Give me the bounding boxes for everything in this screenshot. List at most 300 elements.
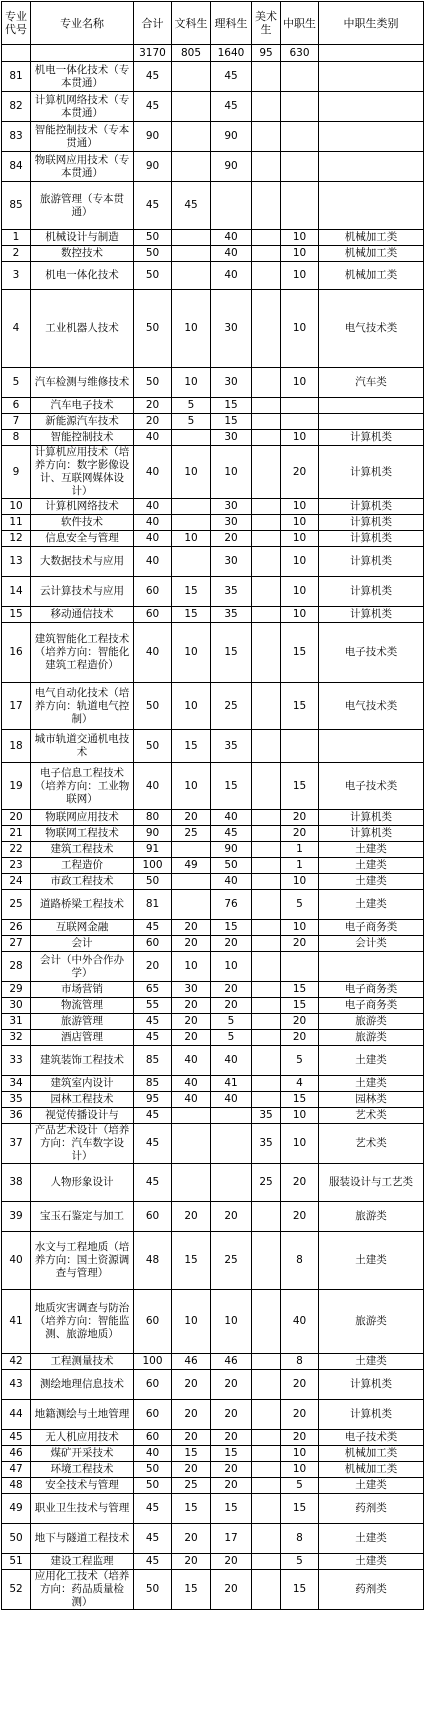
cell-vocational-category: 土建类	[319, 890, 424, 920]
cell-vocational	[281, 414, 319, 430]
table-row	[2, 1446, 424, 1462]
cell-science: 90	[211, 842, 252, 858]
cell-vocational: 20	[281, 936, 319, 952]
cell-total: 90	[134, 826, 172, 842]
cell-fine-arts	[252, 230, 281, 246]
cell-arts: 5	[172, 398, 211, 414]
cell-total: 60	[134, 1370, 172, 1400]
cell-science: 40	[211, 262, 252, 290]
cell-total: 65	[134, 982, 172, 998]
cell-science: 41	[211, 1076, 252, 1092]
cell-name: 园林工程技术	[31, 1092, 134, 1108]
cell-fine-arts: 35	[252, 1124, 281, 1164]
cell-code: 31	[2, 1014, 31, 1030]
cell-vocational	[281, 62, 319, 92]
table-row	[2, 1554, 424, 1570]
cell-vocational: 10	[281, 577, 319, 607]
cell-arts	[172, 430, 211, 446]
cell-total: 45	[134, 1108, 172, 1124]
cell-code: 36	[2, 1108, 31, 1124]
totals-arts: 805	[172, 45, 211, 62]
cell-name: 计算机网络技术	[31, 499, 134, 515]
cell-fine-arts	[252, 936, 281, 952]
cell-vocational: 15	[281, 1494, 319, 1524]
cell-total: 50	[134, 368, 172, 398]
cell-total: 50	[134, 246, 172, 262]
cell-vocational-category: 计算机类	[319, 826, 424, 842]
cell-vocational-category: 计算机类	[319, 531, 424, 547]
cell-vocational: 1	[281, 858, 319, 874]
cell-arts: 10	[172, 368, 211, 398]
cell-vocational-category: 旅游类	[319, 1202, 424, 1232]
cell-arts: 15	[172, 1232, 211, 1290]
cell-total: 20	[134, 414, 172, 430]
cell-vocational-category: 土建类	[319, 842, 424, 858]
cell-total: 45	[134, 1124, 172, 1164]
cell-code: 29	[2, 982, 31, 998]
cell-arts	[172, 1164, 211, 1202]
cell-code: 82	[2, 92, 31, 122]
cell-vocational: 5	[281, 1478, 319, 1494]
cell-code: 8	[2, 430, 31, 446]
cell-total: 60	[134, 1400, 172, 1430]
cell-total: 45	[134, 1554, 172, 1570]
cell-code: 1	[2, 230, 31, 246]
cell-vocational: 5	[281, 1046, 319, 1076]
cell-arts: 15	[172, 1570, 211, 1610]
cell-science: 46	[211, 1354, 252, 1370]
cell-total: 81	[134, 890, 172, 920]
cell-code: 51	[2, 1554, 31, 1570]
cell-science: 35	[211, 577, 252, 607]
cell-vocational-category: 机械加工类	[319, 246, 424, 262]
cell-arts: 49	[172, 858, 211, 874]
cell-vocational: 20	[281, 446, 319, 499]
table-row	[2, 1202, 424, 1232]
cell-total: 60	[134, 1290, 172, 1354]
cell-science: 15	[211, 623, 252, 683]
cell-code: 52	[2, 1570, 31, 1610]
cell-fine-arts	[252, 890, 281, 920]
cell-total: 45	[134, 1014, 172, 1030]
cell-fine-arts	[252, 607, 281, 623]
cell-code: 33	[2, 1046, 31, 1076]
cell-total: 85	[134, 1076, 172, 1092]
cell-vocational: 15	[281, 1570, 319, 1610]
cell-arts	[172, 246, 211, 262]
cell-arts	[172, 262, 211, 290]
cell-science: 30	[211, 290, 252, 368]
cell-code: 10	[2, 499, 31, 515]
cell-vocational-category: 汽车类	[319, 368, 424, 398]
cell-vocational-category: 土建类	[319, 1046, 424, 1076]
table-row	[2, 1524, 424, 1554]
header-code: 专业代号	[2, 2, 31, 45]
cell-total: 45	[134, 1030, 172, 1046]
cell-code: 27	[2, 936, 31, 952]
cell-fine-arts	[252, 1290, 281, 1354]
cell-vocational: 20	[281, 826, 319, 842]
cell-arts: 20	[172, 1400, 211, 1430]
cell-fine-arts	[252, 920, 281, 936]
cell-science: 20	[211, 936, 252, 952]
cell-science: 10	[211, 952, 252, 982]
cell-science: 15	[211, 763, 252, 810]
cell-arts	[172, 230, 211, 246]
cell-code: 11	[2, 515, 31, 531]
cell-total: 91	[134, 842, 172, 858]
table-row	[2, 982, 424, 998]
table-row	[2, 998, 424, 1014]
cell-name: 会计（中外合作办学）	[31, 952, 134, 982]
cell-vocational: 10	[281, 1124, 319, 1164]
cell-name: 机械设计与制造	[31, 230, 134, 246]
cell-name: 智能控制技术	[31, 430, 134, 446]
cell-vocational: 5	[281, 890, 319, 920]
cell-name: 无人机应用技术	[31, 1430, 134, 1446]
cell-arts: 20	[172, 1370, 211, 1400]
cell-vocational: 4	[281, 1076, 319, 1092]
cell-code: 46	[2, 1446, 31, 1462]
cell-fine-arts	[252, 1524, 281, 1554]
table-row	[2, 730, 424, 763]
cell-vocational: 10	[281, 515, 319, 531]
cell-fine-arts	[252, 368, 281, 398]
cell-fine-arts	[252, 92, 281, 122]
cell-science: 10	[211, 1290, 252, 1354]
cell-vocational: 10	[281, 246, 319, 262]
table-row	[2, 623, 424, 683]
cell-fine-arts	[252, 414, 281, 430]
cell-code: 20	[2, 810, 31, 826]
cell-name: 新能源汽车技术	[31, 414, 134, 430]
cell-arts: 46	[172, 1354, 211, 1370]
cell-vocational-category: 机械加工类	[319, 262, 424, 290]
cell-code: 4	[2, 290, 31, 368]
cell-total: 40	[134, 623, 172, 683]
table-row	[2, 1046, 424, 1076]
cell-fine-arts	[252, 1554, 281, 1570]
cell-vocational: 8	[281, 1232, 319, 1290]
cell-fine-arts	[252, 1076, 281, 1092]
cell-arts: 25	[172, 826, 211, 842]
table-row	[2, 246, 424, 262]
cell-vocational-category: 计算机类	[319, 810, 424, 826]
table-row	[2, 842, 424, 858]
cell-arts	[172, 1108, 211, 1124]
cell-vocational-category: 土建类	[319, 1232, 424, 1290]
cell-vocational-category: 园林类	[319, 1092, 424, 1108]
cell-vocational-category: 计算机类	[319, 607, 424, 623]
cell-total: 40	[134, 430, 172, 446]
cell-fine-arts	[252, 1046, 281, 1076]
cell-vocational-category: 旅游类	[319, 1014, 424, 1030]
cell-code: 38	[2, 1164, 31, 1202]
cell-science: 20	[211, 531, 252, 547]
cell-vocational: 10	[281, 874, 319, 890]
totals-fine-arts: 95	[252, 45, 281, 62]
cell-vocational: 15	[281, 763, 319, 810]
cell-science: 45	[211, 92, 252, 122]
cell-fine-arts	[252, 858, 281, 874]
header-total: 合计	[134, 2, 172, 45]
cell-vocational: 10	[281, 290, 319, 368]
cell-vocational-category: 土建类	[319, 858, 424, 874]
cell-code: 45	[2, 1430, 31, 1446]
table-row	[2, 936, 424, 952]
cell-name: 应用化工技术（培养方向：药品质量检测）	[31, 1570, 134, 1610]
cell-total: 40	[134, 531, 172, 547]
cell-total: 90	[134, 152, 172, 182]
cell-vocational: 20	[281, 1202, 319, 1232]
cell-name: 地下与隧道工程技术	[31, 1524, 134, 1554]
cell-vocational: 20	[281, 1014, 319, 1030]
cell-code: 48	[2, 1478, 31, 1494]
cell-fine-arts	[252, 290, 281, 368]
cell-fine-arts	[252, 1014, 281, 1030]
cell-science: 25	[211, 683, 252, 730]
cell-arts: 10	[172, 623, 211, 683]
cell-science: 50	[211, 858, 252, 874]
cell-vocational-category: 计算机类	[319, 430, 424, 446]
cell-arts: 10	[172, 446, 211, 499]
cell-science: 20	[211, 1202, 252, 1232]
cell-name: 安全技术与管理	[31, 1478, 134, 1494]
cell-arts: 15	[172, 1494, 211, 1524]
header-science: 理科生	[211, 2, 252, 45]
cell-vocational-category	[319, 152, 424, 182]
cell-arts: 5	[172, 414, 211, 430]
cell-vocational-category: 电气技术类	[319, 290, 424, 368]
cell-arts: 20	[172, 920, 211, 936]
cell-fine-arts	[252, 683, 281, 730]
cell-science: 30	[211, 547, 252, 577]
cell-total: 60	[134, 577, 172, 607]
cell-vocational-category: 计算机类	[319, 499, 424, 515]
cell-vocational: 10	[281, 1446, 319, 1462]
table-row	[2, 499, 424, 515]
table-row	[2, 1164, 424, 1202]
cell-science: 40	[211, 874, 252, 890]
cell-science	[211, 1124, 252, 1164]
cell-science: 15	[211, 414, 252, 430]
cell-total: 95	[134, 1092, 172, 1108]
table-row	[2, 446, 424, 499]
cell-vocational-category: 艺术类	[319, 1124, 424, 1164]
enrollment-plan-table	[1, 1, 424, 1610]
cell-vocational: 10	[281, 430, 319, 446]
cell-vocational: 10	[281, 1462, 319, 1478]
cell-name: 道路桥梁工程技术	[31, 890, 134, 920]
cell-code: 40	[2, 1232, 31, 1290]
cell-total: 100	[134, 1354, 172, 1370]
cell-total: 50	[134, 290, 172, 368]
cell-total: 50	[134, 262, 172, 290]
cell-science: 17	[211, 1524, 252, 1554]
cell-name: 大数据技术与应用	[31, 547, 134, 577]
cell-vocational-category: 机械加工类	[319, 1446, 424, 1462]
cell-code: 44	[2, 1400, 31, 1430]
cell-science: 40	[211, 1092, 252, 1108]
cell-vocational-category: 药剂类	[319, 1494, 424, 1524]
table-row	[2, 1570, 424, 1610]
cell-science: 45	[211, 826, 252, 842]
cell-code: 49	[2, 1494, 31, 1524]
cell-arts: 40	[172, 1076, 211, 1092]
cell-vocational-category: 机械加工类	[319, 1462, 424, 1478]
cell-name: 城市轨道交通机电技术	[31, 730, 134, 763]
cell-fine-arts	[252, 446, 281, 499]
cell-fine-arts	[252, 515, 281, 531]
cell-code: 85	[2, 182, 31, 230]
cell-science	[211, 182, 252, 230]
cell-science: 5	[211, 1030, 252, 1046]
cell-science: 90	[211, 152, 252, 182]
cell-science: 40	[211, 246, 252, 262]
cell-vocational: 10	[281, 1108, 319, 1124]
cell-vocational-category	[319, 62, 424, 92]
cell-vocational-category: 计算机类	[319, 577, 424, 607]
cell-vocational-category: 电子商务类	[319, 920, 424, 936]
cell-name: 物联网工程技术	[31, 826, 134, 842]
cell-vocational: 20	[281, 1370, 319, 1400]
cell-fine-arts	[252, 1494, 281, 1524]
cell-science: 30	[211, 430, 252, 446]
cell-arts	[172, 1124, 211, 1164]
cell-code: 2	[2, 246, 31, 262]
cell-code: 32	[2, 1030, 31, 1046]
table-row	[2, 122, 424, 152]
cell-science: 15	[211, 398, 252, 414]
cell-arts: 30	[172, 982, 211, 998]
table-row	[2, 1478, 424, 1494]
cell-vocational-category: 计算机类	[319, 1370, 424, 1400]
cell-fine-arts	[252, 982, 281, 998]
cell-code: 84	[2, 152, 31, 182]
table-row	[2, 430, 424, 446]
cell-vocational	[281, 152, 319, 182]
cell-name: 工业机器人技术	[31, 290, 134, 368]
cell-vocational: 15	[281, 982, 319, 998]
table-row	[2, 952, 424, 982]
table-row	[2, 683, 424, 730]
cell-fine-arts	[252, 763, 281, 810]
cell-vocational: 15	[281, 1092, 319, 1108]
table-row	[2, 1076, 424, 1092]
cell-total: 45	[134, 1164, 172, 1202]
cell-total: 50	[134, 1570, 172, 1610]
cell-total: 40	[134, 515, 172, 531]
cell-total: 45	[134, 62, 172, 92]
cell-arts: 45	[172, 182, 211, 230]
cell-total: 50	[134, 1462, 172, 1478]
cell-science: 20	[211, 1570, 252, 1610]
cell-name: 智能控制技术（专本贯通）	[31, 122, 134, 152]
cell-total: 100	[134, 858, 172, 874]
cell-total: 90	[134, 122, 172, 152]
cell-name: 建筑装饰工程技术	[31, 1046, 134, 1076]
cell-total: 40	[134, 763, 172, 810]
cell-fine-arts	[252, 998, 281, 1014]
totals-name	[31, 45, 134, 62]
cell-fine-arts	[252, 547, 281, 577]
cell-science: 40	[211, 230, 252, 246]
cell-fine-arts	[252, 577, 281, 607]
table-row	[2, 1400, 424, 1430]
cell-arts	[172, 152, 211, 182]
cell-vocational-category: 药剂类	[319, 1570, 424, 1610]
cell-fine-arts	[252, 1478, 281, 1494]
cell-arts	[172, 842, 211, 858]
cell-vocational: 10	[281, 607, 319, 623]
cell-science: 20	[211, 1370, 252, 1400]
table-row	[2, 890, 424, 920]
cell-science: 20	[211, 1554, 252, 1570]
cell-name: 市场营销	[31, 982, 134, 998]
cell-code: 14	[2, 577, 31, 607]
cell-name: 建筑室内设计	[31, 1076, 134, 1092]
cell-science: 20	[211, 1400, 252, 1430]
cell-arts	[172, 122, 211, 152]
cell-name: 市政工程技术	[31, 874, 134, 890]
table-row	[2, 182, 424, 230]
cell-fine-arts	[252, 952, 281, 982]
cell-code: 18	[2, 730, 31, 763]
cell-vocational-category	[319, 398, 424, 414]
cell-vocational	[281, 730, 319, 763]
cell-science: 20	[211, 982, 252, 998]
cell-name: 视觉传播设计与	[31, 1108, 134, 1124]
cell-name: 产品艺术设计（培养方向：汽车数字设计）	[31, 1124, 134, 1164]
cell-name: 电子信息工程技术（培养方向：工业物联网）	[31, 763, 134, 810]
cell-name: 云计算技术与应用	[31, 577, 134, 607]
cell-science: 20	[211, 998, 252, 1014]
cell-fine-arts	[252, 398, 281, 414]
cell-total: 80	[134, 810, 172, 826]
cell-code: 41	[2, 1290, 31, 1354]
cell-fine-arts	[252, 262, 281, 290]
cell-arts: 10	[172, 952, 211, 982]
cell-code: 23	[2, 858, 31, 874]
cell-fine-arts	[252, 430, 281, 446]
table-row	[2, 1232, 424, 1290]
cell-science: 30	[211, 368, 252, 398]
cell-vocational: 10	[281, 531, 319, 547]
cell-code: 39	[2, 1202, 31, 1232]
cell-name: 软件技术	[31, 515, 134, 531]
cell-fine-arts	[252, 1570, 281, 1610]
cell-vocational-category: 计算机类	[319, 1400, 424, 1430]
cell-total: 60	[134, 1202, 172, 1232]
cell-science: 40	[211, 810, 252, 826]
cell-code: 83	[2, 122, 31, 152]
cell-vocational-category: 电子技术类	[319, 623, 424, 683]
cell-fine-arts	[252, 1202, 281, 1232]
cell-fine-arts: 35	[252, 1108, 281, 1124]
cell-total: 60	[134, 1430, 172, 1446]
cell-name: 煤矿开采技术	[31, 1446, 134, 1462]
cell-arts: 20	[172, 1554, 211, 1570]
cell-total: 45	[134, 1524, 172, 1554]
cell-science: 25	[211, 1232, 252, 1290]
table-row	[2, 290, 424, 368]
cell-arts	[172, 547, 211, 577]
cell-arts: 10	[172, 1290, 211, 1354]
cell-code: 30	[2, 998, 31, 1014]
cell-vocational: 5	[281, 1554, 319, 1570]
cell-science	[211, 1108, 252, 1124]
table-row	[2, 62, 424, 92]
